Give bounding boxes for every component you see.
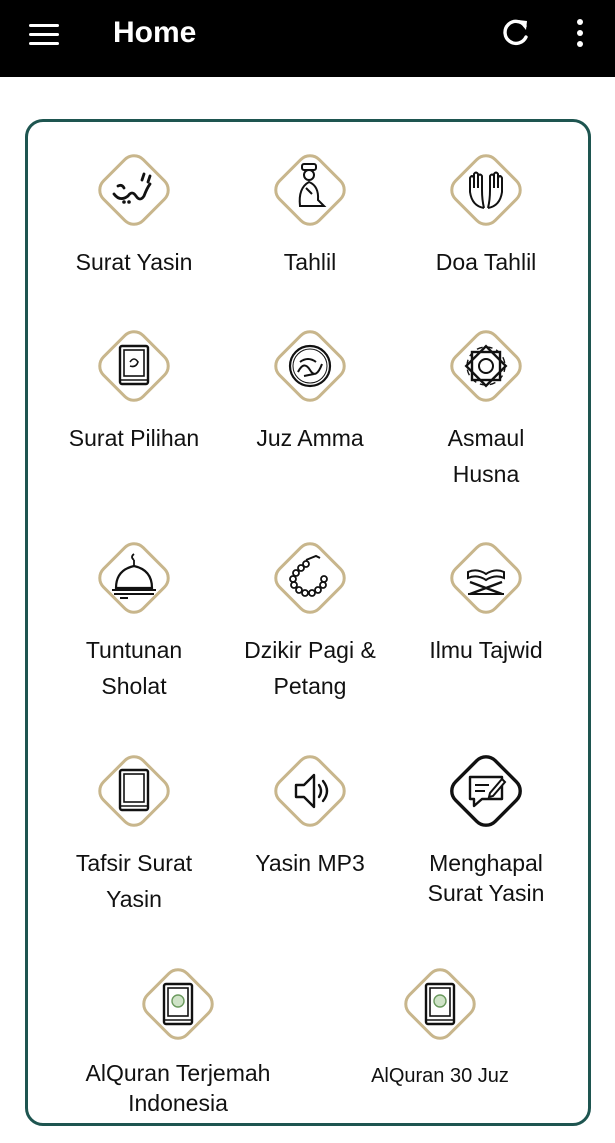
quran-stand-icon — [438, 530, 534, 626]
yasin-calligraphy-icon — [86, 142, 182, 238]
menu-item-alquran-30-juz[interactable] — [350, 956, 530, 1096]
menu-label: Tuntunan — [85, 637, 183, 663]
menu-label: Doa Tahlil — [435, 249, 537, 275]
menu-item-surat-yasin[interactable] — [44, 142, 224, 282]
menu-label: Surat Yasin — [427, 880, 545, 906]
menu-label: Yasin MP3 — [255, 850, 365, 876]
menu-item-tafsir-surat-yasin[interactable] — [44, 743, 224, 913]
islamic-star-pattern-icon — [438, 318, 534, 414]
menu-label: Menghapal — [429, 850, 543, 876]
menu-label: Dzikir Pagi & — [244, 637, 376, 663]
menu-item-surat-pilihan[interactable] — [44, 318, 224, 468]
mosque-dome-icon — [86, 530, 182, 626]
menu-label: Tafsir Surat — [75, 850, 193, 876]
prayer-beads-icon — [262, 530, 358, 626]
menu-panel — [25, 119, 591, 1126]
menu-item-dzikir-pagi-petang[interactable] — [220, 530, 400, 700]
quran-book-icon — [130, 956, 226, 1052]
menu-label: Yasin — [106, 886, 162, 912]
menu-item-yasin-mp3[interactable] — [220, 743, 400, 883]
book-icon — [86, 743, 182, 839]
menu-label: Tahlil — [283, 249, 337, 275]
menu-label: Indonesia — [128, 1090, 228, 1116]
menu-label: Petang — [273, 673, 347, 699]
praying-person-icon — [262, 142, 358, 238]
menu-item-alquran-terjemah-indonesia[interactable] — [85, 956, 271, 1116]
praying-hands-icon — [438, 142, 534, 238]
menu-item-juz-amma[interactable] — [220, 318, 400, 468]
app-bar — [0, 0, 615, 77]
menu-label: Surat Yasin — [75, 249, 193, 275]
menu-label: AlQuran Terjemah — [85, 1060, 271, 1086]
calligraphy-medallion-icon — [262, 318, 358, 414]
menu-label: Juz Amma — [256, 425, 364, 451]
menu-label: AlQuran 30 Juz — [371, 1065, 509, 1087]
menu-item-tuntunan-sholat[interactable] — [44, 530, 224, 700]
book-icon — [86, 318, 182, 414]
menu-item-menghapal-surat-yasin[interactable] — [396, 743, 576, 913]
page-title: Home — [113, 16, 197, 49]
menu-label: Surat Pilihan — [68, 425, 200, 451]
refresh-icon[interactable] — [496, 14, 534, 52]
menu-label: Husna — [452, 461, 520, 487]
menu-item-ilmu-tajwid[interactable] — [396, 530, 576, 670]
note-edit-icon — [438, 743, 534, 839]
menu-item-tahlil[interactable] — [220, 142, 400, 282]
speaker-icon — [262, 743, 358, 839]
menu-item-asmaul-husna[interactable] — [396, 318, 576, 487]
more-vertical-icon[interactable] — [565, 14, 595, 52]
menu-label: Ilmu Tajwid — [429, 637, 543, 663]
menu-item-doa-tahlil[interactable] — [396, 142, 576, 282]
hamburger-menu-icon[interactable] — [22, 20, 66, 50]
quran-book-icon — [392, 956, 488, 1052]
menu-label: Sholat — [101, 673, 167, 699]
menu-label: Asmaul — [447, 425, 525, 451]
